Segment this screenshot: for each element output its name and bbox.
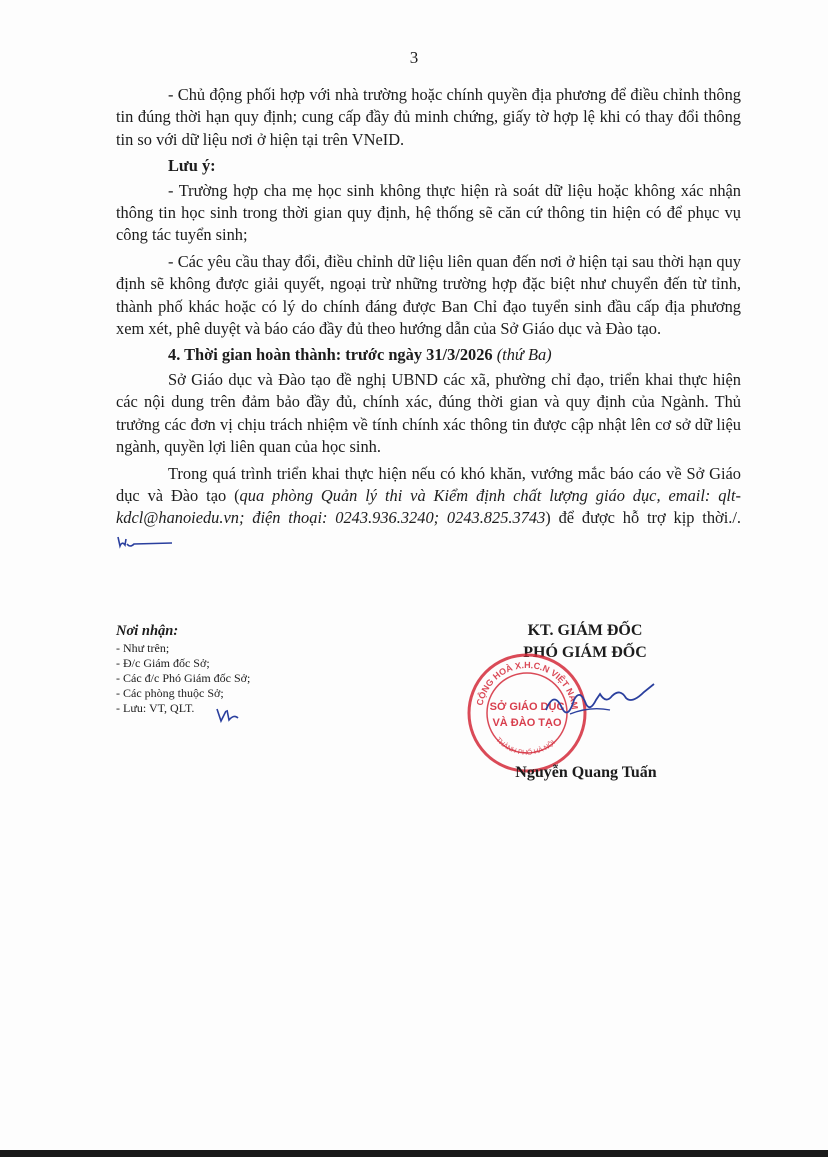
recipients-title: Nơi nhận: (116, 623, 179, 639)
section-4-heading (116, 344, 741, 366)
signer-name: Nguyễn Quang Tuấn (515, 764, 657, 781)
paragraph-contact (116, 463, 741, 553)
page-number: 3 (409, 48, 419, 67)
recipient-item: - Như trên; (116, 641, 170, 655)
scan-bottom-edge (0, 1150, 828, 1157)
small-initial-icon (214, 706, 248, 724)
paragraph-coordinate: - Chủ động phối hợp với nhà trường hoặc chính quyền địa phương để điều chỉnh thông tin đúng thời hạn quy định; cung cấp đầy đủ minh chứng, giấy tờ hợp lệ khi có thay đổi thông tin so với dữ liệu nơi ở hiện tại trên VNeID. (116, 85, 741, 149)
recipients-list (116, 641, 376, 716)
recipients-block (116, 624, 376, 716)
paragraph-note-2: - Các yêu cầu thay đổi, điều chỉnh dữ liệu liên quan đến nơi ở hiện tại sau thời hạn quy định sẽ không được giải quyết, ngoại trừ những trường hợp đặc biệt như chuyển đến từ tỉnh, thành phố khác hoặc có lý do chính đáng được Ban Chỉ đạo tuyển sinh đầu cấp địa phương xem xét, phê duyệt và báo cáo đầy đủ theo hướng dẫn của Sở Giáo dục và Đào tạo. (116, 251, 741, 339)
document-body (116, 84, 741, 552)
paragraph-request: Sở Giáo dục và Đào tạo đề nghị UBND các xã, phường chỉ đạo, triển khai thực hiện các nội dung trên đảm bảo đầy đủ, chính xác, đúng thời gian và quy định của Ngành. Thủ trưởng các đơn vị chịu trách nhiệm về tính chính xác thông tin được cập nhật lên cơ sở dữ liệu ngành, quyền lợi liên quan của học sinh. (116, 369, 741, 457)
note-heading: Lưu ý: (168, 156, 216, 176)
section-4-day: (thứ Ba) (496, 345, 552, 365)
recipient-item: - Đ/c Giám đốc Sở; (116, 656, 210, 670)
recipient-item: - Các phòng thuộc Sở; (116, 686, 224, 700)
seal-outer-text: CỘNG HOÀ X.H.C.N VIỆT NAM (474, 659, 580, 710)
seal-inner-line-2: VÀ ĐÀO TẠO (492, 717, 562, 729)
seal-inner-line-1: SỞ GIÁO DỤC (489, 701, 565, 713)
seal-bottom-text: THÀNH PHỐ HÀ NỘI (494, 736, 557, 757)
contact-details: qua phòng Quản lý thi và Kiểm định chất lượng giáo dục, email: qlt-kdcl@hanoiedu.vn; điện thoại: 0243.936.3240; 0243.825.3743 (116, 485, 741, 528)
signature-title-1: KT. GIÁM ĐỐC (527, 622, 643, 639)
recipient-item: - Lưu: VT, QLT. (116, 701, 195, 715)
section-4-title: 4. Thời gian hoàn thành: trước ngày 31/3/2026 (168, 345, 493, 365)
paragraph-note-1: - Trường hợp cha mẹ học sinh không thực hiện rà soát dữ liệu hoặc không xác nhận thông tin học sinh trong thời gian quy định, hệ thống sẽ căn cứ thông tin hiện có để phục vụ công tác tuyển sinh; (116, 180, 741, 245)
svg-text:THÀNH PHỐ HÀ NỘI (494, 736, 557, 756)
recipient-item: - Các đ/c Phó Giám đốc Sở; (116, 671, 251, 685)
signature-scribble-icon (540, 670, 660, 730)
contact-start: Trong quá trình triển khai thực hiện nếu có khó khăn, vướng mắc báo cáo về Sở Giáo dục và Đào tạo ( (116, 463, 741, 505)
initial-mark-icon (116, 535, 174, 549)
contact-end: ) để được hỗ trợ kịp thời./. (545, 508, 741, 528)
signature-title-2: PHÓ GIÁM ĐỐC (523, 644, 647, 661)
